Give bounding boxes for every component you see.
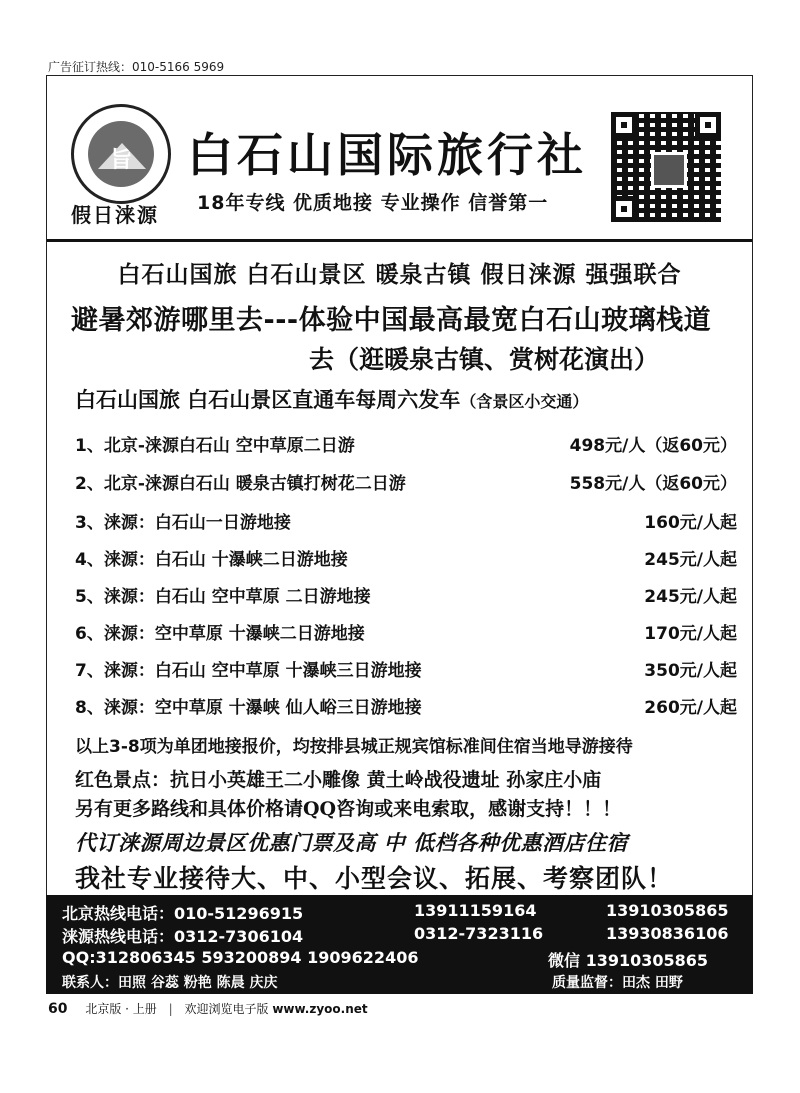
tour-name: 5、涞源：白石山 空中草原 二日游地接: [75, 587, 371, 607]
quote-note: 以上3-8项为单团地接报价，均按排县城正规宾馆标准间住宿当地导游接待: [75, 737, 633, 757]
logo-char: 旨: [109, 148, 132, 173]
tour-price: 245元/人起: [644, 587, 737, 607]
more-routes-line: 另有更多路线和具体价格请QQ咨询或来电索取，感谢支持！！！: [75, 798, 622, 820]
beijing-hotline: 北京热线电话：010-51296915: [62, 904, 304, 923]
wechat-number: 微信 13910305865: [548, 951, 709, 970]
tickets-line: 代订涞源周边景区优惠门票及高 中 低档各种优惠酒店住宿: [75, 831, 629, 855]
tour-price: 498元/人（返60元）: [569, 436, 737, 456]
page-number: 60: [48, 1001, 68, 1017]
laiyuan-phone-3: 13930836106: [606, 924, 729, 943]
tour-name: 7、涞源：白石山 空中草原 十瀑峡三日游地接: [75, 661, 422, 681]
tour-price: 245元/人起: [644, 550, 737, 570]
contact-persons: 联系人：田照 谷蕊 粉艳 陈晨 庆庆: [62, 975, 278, 991]
logo-subtitle: 假日涞源: [71, 203, 159, 227]
contact-footer: [46, 895, 753, 994]
tour-price: 160元/人起: [644, 513, 737, 533]
edition-label: 北京版 · 上册: [85, 1002, 157, 1016]
qr-finder-icon: [695, 112, 721, 138]
tour-name: 6、涞源：空中草原 十瀑峡二日游地接: [75, 624, 365, 644]
shuttle-line: [75, 384, 780, 414]
tour-price: 350元/人起: [644, 661, 737, 681]
groups-line: 我社专业接待大、中、小型会议、拓展、考察团队！: [75, 864, 674, 893]
top-hotline: 广告征订热线：010-5166 5969: [48, 60, 225, 74]
beijing-phone-3: 13910305865: [606, 901, 729, 920]
qr-logo-icon: [651, 152, 687, 188]
tour-name: 1、北京-涞源白石山 空中草原二日游: [75, 436, 355, 456]
tour-name: 8、涞源：空中草原 十瀑峡 仙人峪三日游地接: [75, 698, 422, 718]
tour-price: 558元/人（返60元）: [569, 474, 737, 494]
tour-name: 4、涞源：白石山 十瀑峡二日游地接: [75, 550, 348, 570]
tour-name: 3、涞源：白石山一日游地接: [75, 513, 291, 533]
agency-logo: [71, 104, 171, 204]
browse-label: 欢迎浏览电子版: [184, 1002, 269, 1016]
qq-numbers: QQ:312806345 593200894 1909622406: [62, 948, 419, 967]
tour-name: 2、北京-涞源白石山 暖泉古镇打树花二日游: [75, 474, 406, 494]
header: [47, 76, 752, 242]
advert-frame: [46, 75, 753, 994]
red-sites-line: 红色景点：抗日小英雄王二小雕像 黄土岭战役遗址 孙家庄小庙: [75, 769, 602, 791]
shuttle-text: 白石山国旅 白石山景区直通车每周六发车: [75, 388, 461, 412]
agency-slogan: 18年专线 优质地接 专业操作 信誉第一: [197, 192, 549, 214]
logo-emblem-icon: [88, 121, 154, 187]
qr-finder-icon: [611, 112, 637, 138]
laiyuan-phone-2: 0312-7323116: [414, 924, 544, 943]
promo-line-1: 避暑郊游哪里去---体验中国最高最宽白石山玻璃栈道: [71, 305, 712, 336]
quality-supervisor: 质量监督：田杰 田野: [552, 975, 683, 991]
tour-price: 170元/人起: [644, 624, 737, 644]
union-line: 白石山国旅 白石山景区 暖泉古镇 假日涞源 强强联合: [117, 262, 682, 288]
laiyuan-hotline: 涞源热线电话：0312-7306104: [62, 927, 304, 946]
page-footer: [48, 1000, 368, 1017]
promo-line-2: 去（逛暖泉古镇、赏树花演出）: [309, 345, 660, 374]
divider: |: [168, 1002, 173, 1016]
qr-code-icon: [609, 110, 723, 224]
beijing-phone-2: 13911159164: [414, 901, 537, 920]
website-link[interactable]: www.zyoo.net: [272, 1002, 368, 1016]
qr-finder-icon: [611, 196, 637, 222]
tour-price: 260元/人起: [644, 698, 737, 718]
agency-title: 白石山国际旅行社: [187, 128, 587, 182]
shuttle-note: （含景区小交通）: [460, 392, 589, 411]
